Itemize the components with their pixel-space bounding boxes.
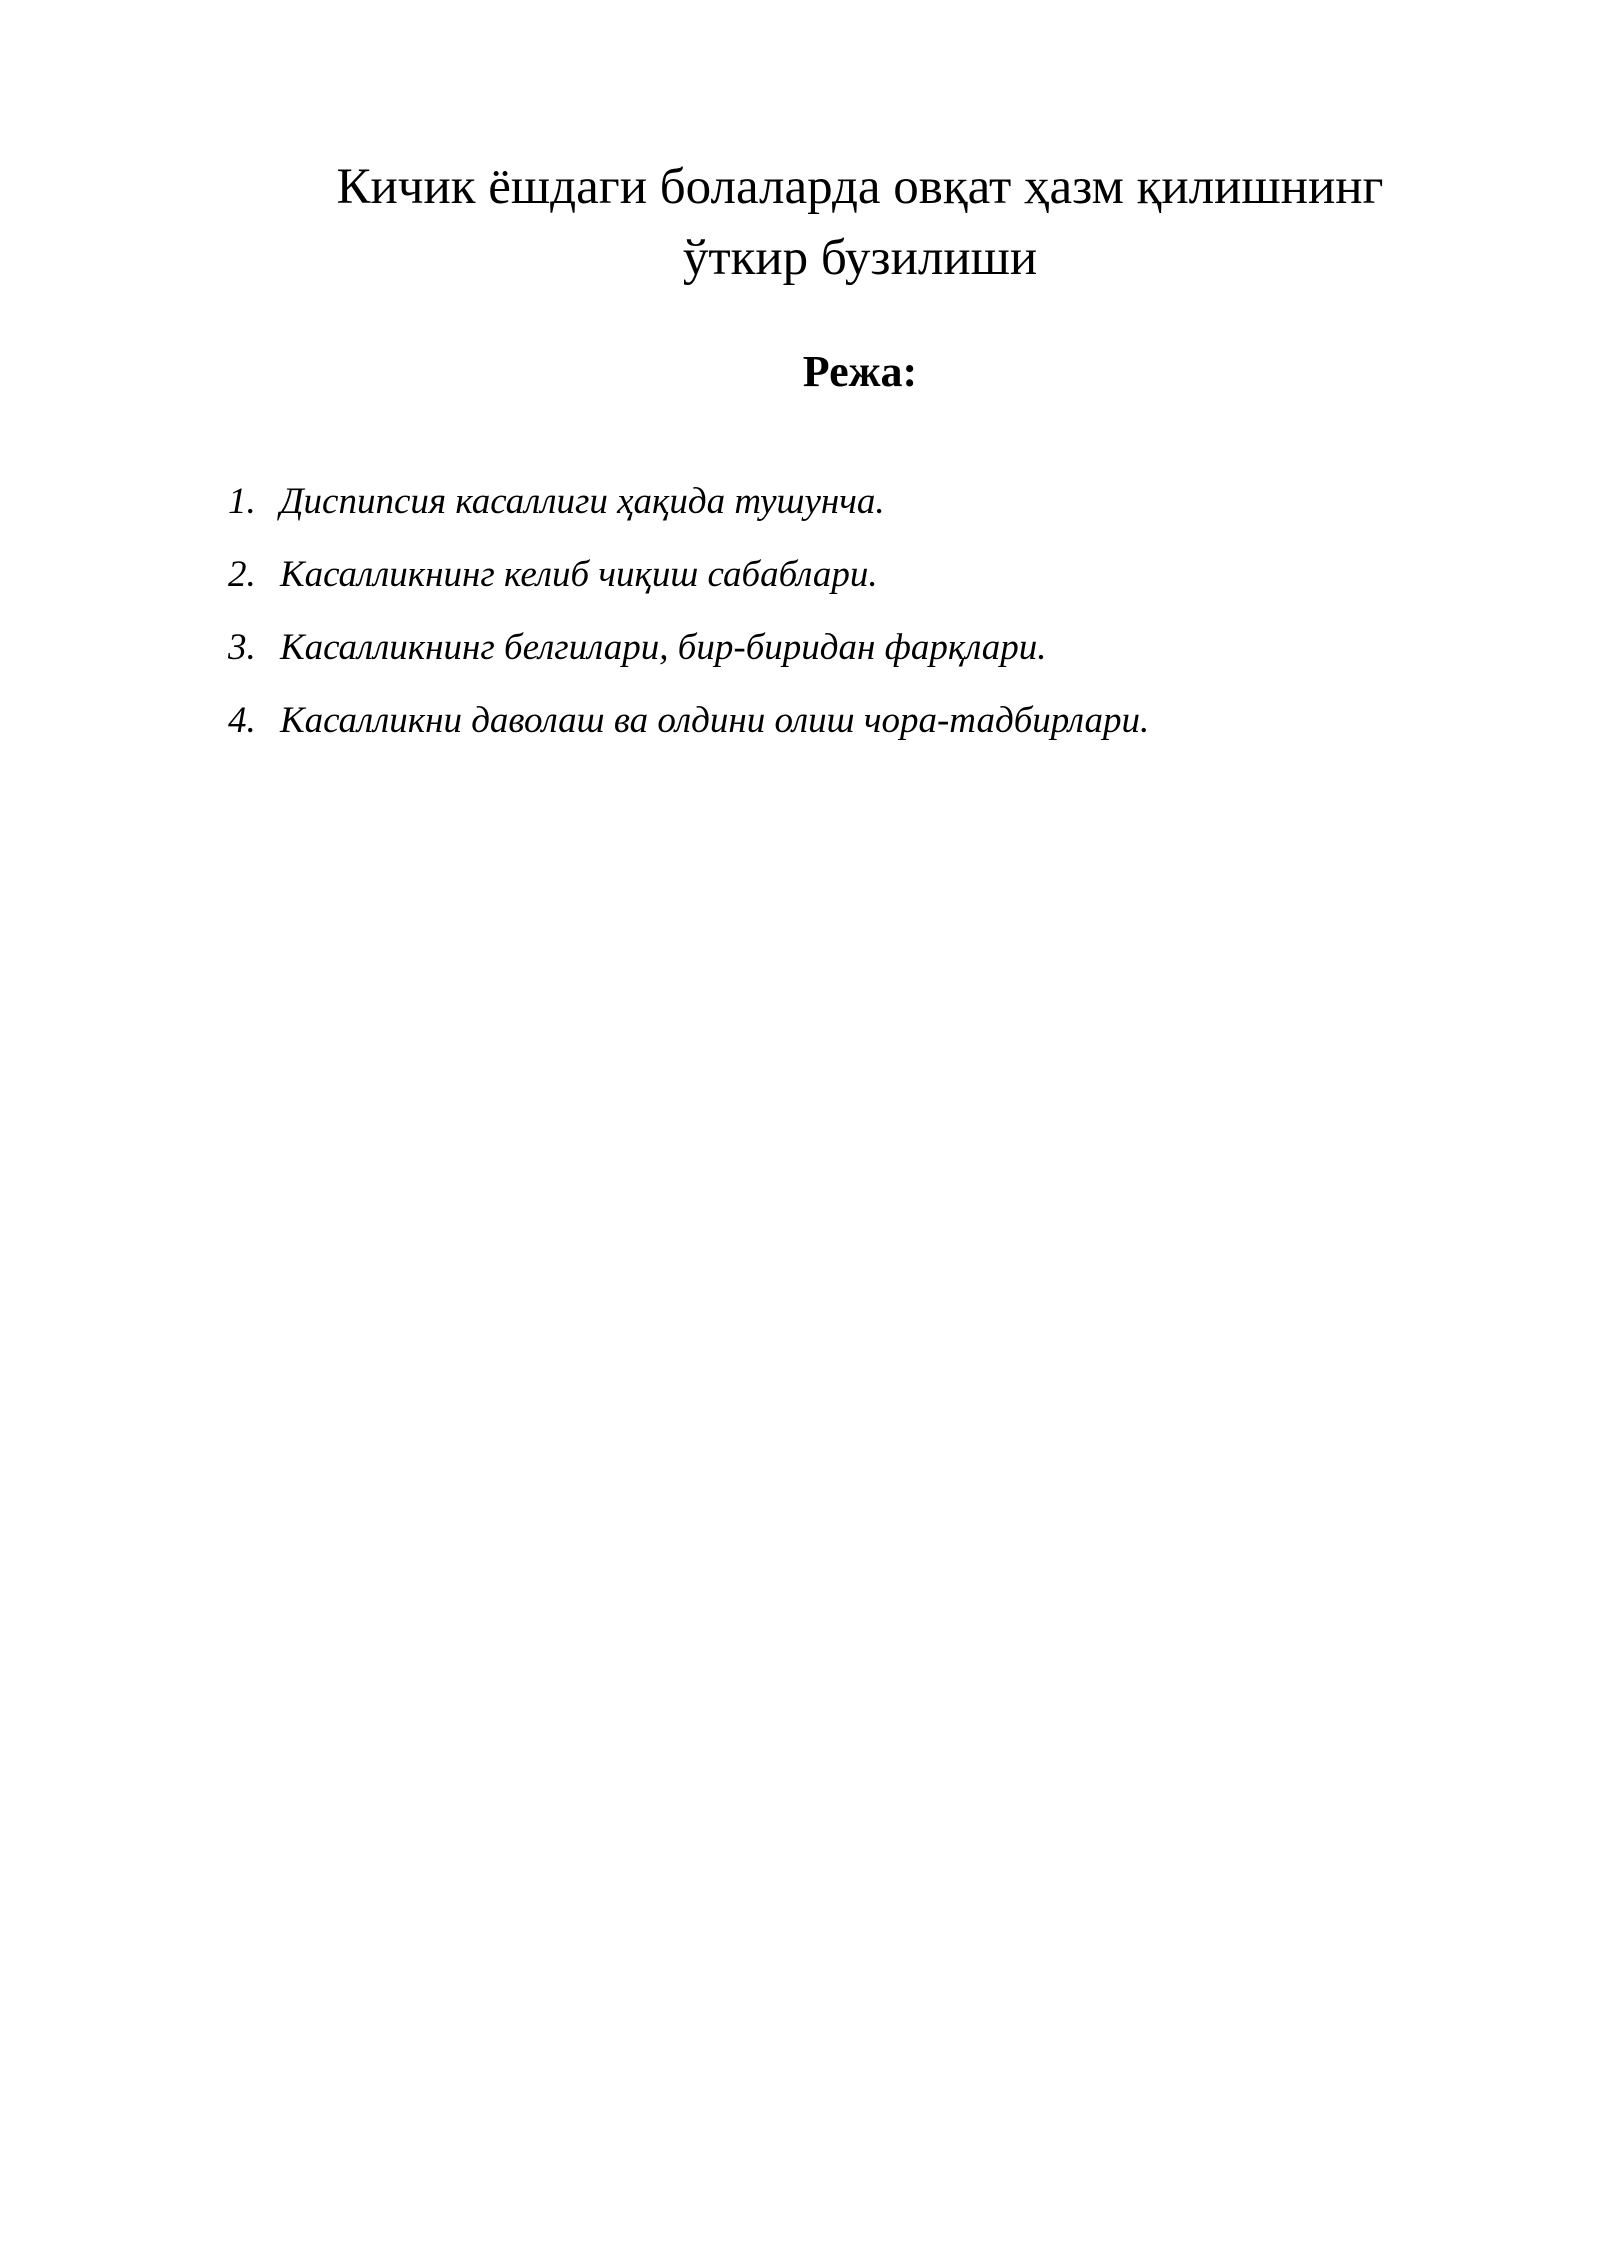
title-line-1: Кичик ёшдаги болаларда овқат ҳазм қилишнинг	[336, 159, 1384, 215]
plan-item-text: Касалликнинг келиб чиқиш сабаблари.	[280, 554, 878, 595]
title-line-2: ўткир бузилиши	[682, 230, 1038, 287]
plan-item	[228, 626, 1149, 699]
plan-item-number: 1.	[228, 481, 256, 522]
plan-item-text: Диспипсия касаллиги ҳақида тушунча.	[280, 481, 885, 522]
plan-item-text: Касалликни даволаш ва олдини олиш чора-тадбирлари.	[280, 700, 1150, 741]
plan-item-number: 3.	[228, 627, 256, 668]
document-title	[230, 152, 1490, 295]
plan-item	[228, 553, 1149, 626]
plan-item	[228, 480, 1149, 553]
plan-item-text: Касалликнинг белгилари, бир-биридан фарқлари.	[280, 627, 1047, 668]
plan-list	[228, 480, 1149, 772]
plan-item	[228, 699, 1149, 772]
plan-heading: Режа:	[802, 347, 918, 396]
plan-item-number: 2.	[228, 554, 256, 595]
plan-item-number: 4.	[228, 700, 256, 741]
